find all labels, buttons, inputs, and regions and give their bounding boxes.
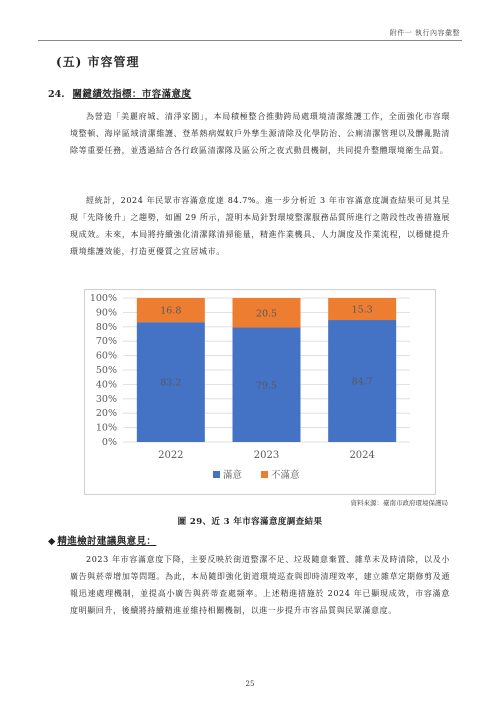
analysis-paragraph: 經統計，2024 年民眾市容滿意度達 84.7%。進一步分析近 3 年市容滿意度調查結果可見其呈現「先降後升」之趨勢，如圖 29 所示，證明本局針對環境整潔服務品質所進行之階段性改善措施展現成效。未來，本局將持續強化清潔隊清掃能量，精進作業機具、人力調度及作業流程，以穩健提升環境維護效能，打造更優質之宜居城市。 [70, 196, 450, 256]
y-tick-label: 50% [95, 365, 117, 376]
y-tick-label: 60% [95, 350, 117, 362]
data-label-unsatisfied: 16.8 [160, 305, 182, 317]
satisfaction-chart [84, 289, 436, 495]
y-tick-label: 40% [95, 379, 117, 391]
legend-swatch-satisfied [213, 471, 220, 478]
figure-caption: 圖 29、近 3 年市容滿意度調查結果 [177, 517, 323, 527]
diamond-bullet-icon: ◆ [48, 536, 56, 547]
data-label-unsatisfied: 20.5 [255, 308, 278, 320]
legend-swatch-unsatisfied [261, 471, 268, 478]
recommendation-heading [48, 533, 156, 547]
x-tick-label: 2024 [349, 450, 375, 461]
data-label-satisfied: 83.2 [160, 377, 182, 389]
y-tick-label: 20% [95, 408, 117, 420]
figure-source: 資料來源：臺南市政府環境保護局 [350, 499, 448, 507]
page-header: 附件一 執行內容彙整 [389, 29, 460, 37]
data-label-satisfied: 79.5 [255, 380, 278, 392]
y-tick-label: 10% [95, 422, 117, 434]
indicator-number: 24. [48, 89, 65, 100]
y-tick-label: 70% [95, 336, 117, 348]
indicator-heading [48, 86, 191, 100]
y-tick-label: 90% [95, 307, 117, 319]
legend-label-satisfied: 滿意 [223, 470, 243, 481]
chart-svg [85, 290, 435, 494]
page-number: 25 [245, 680, 255, 688]
data-label-unsatisfied: 15.3 [351, 304, 373, 316]
x-tick-label: 2022 [158, 450, 184, 461]
intro-paragraph: 為營造「美麗府城、清淨家園」，本局積極整合推動跨局處環境清潔維護工作，全面強化市容環境整頓、海岸區域清潔維護、登革熱病媒蚊戶外孳生源清除及化學防治、公廁清潔管理以及髒亂點清除等重要任務，並透過結合各行政區清潔隊及區公所之夜式動員機制，共同提升整體環境衛生品質。 [70, 112, 450, 155]
legend-label-unsatisfied: 不滿意 [271, 470, 300, 481]
x-tick-label: 2023 [253, 450, 280, 461]
y-tick-label: 100% [89, 293, 117, 304]
indicator-title: 關鍵績效指標：市容滿意度 [72, 89, 192, 100]
y-tick-label: 30% [95, 393, 117, 405]
y-tick-label: 0% [101, 437, 117, 448]
recommendation-paragraph: 2023 年市容滿意度下降，主要反映於街道整潔不足、垃圾隨意棄置、雜草未及時清除，以及小廣告與菸蒂增加等問題。為此，本局隨即強化街道環境巡查與即時清理效率，建立雜草定期修剪及通報迅速處理機制，並提高小廣告與菸蒂查處頻率。上述精進措施於 2024 年已顯現成效，市容滿意度明顯回升，後續將持續精進並維持相關機制，以進一步提升市容品質與民眾滿意度。 [70, 555, 450, 615]
recommendation-title: 精進檢討建議與意見： [57, 536, 157, 547]
data-label-satisfied: 84.7 [351, 376, 373, 388]
section-title: (五) 市容管理 [56, 55, 140, 69]
y-tick-label: 80% [95, 321, 117, 333]
header-divider [38, 40, 462, 41]
